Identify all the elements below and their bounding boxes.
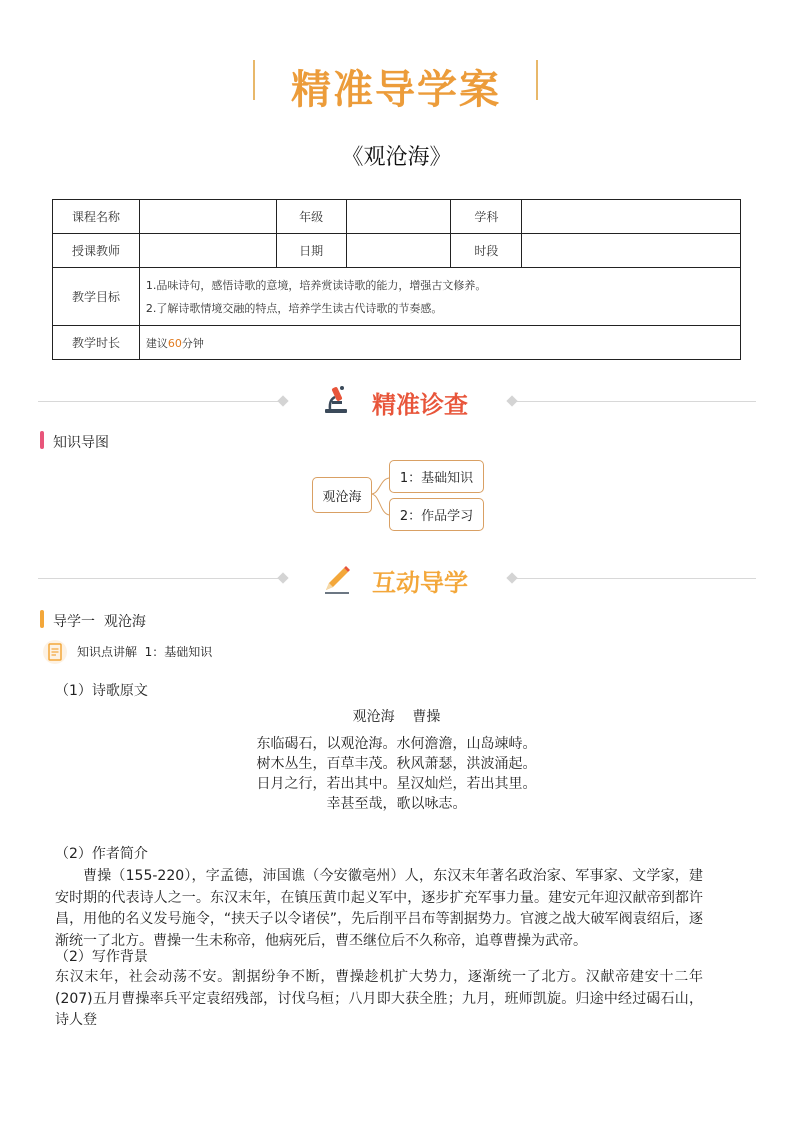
section1-left-diamond: [277, 395, 288, 406]
poem-title: 观沧海 曹操: [352, 709, 441, 725]
guide-heading: 导学一 观沧海: [53, 614, 146, 630]
author-intro-text: 曹操（155-220），字孟德，沛国谯（今安徽亳州）人，东汉末年著名政治家、军事家、文学家，建安时期的代表诗人之一。东汉末年，在镇压黄巾起义军中，逐步扩充军事力量。建安元年迎汉献帝到都许昌，用他的名义发号施令，“挟天子以令诸侯”，先后削平吕布等割据势力。官渡之战大破军阀袁绍后，逐渐统一了北方。曹操一生未称帝，他病死后，曹丕继位后不久称帝，追尊曹操为武帝。: [55, 868, 703, 949]
duration-label: 教学时长: [53, 326, 140, 360]
author-intro-label: （2）作者简介: [55, 846, 148, 862]
subject-label: 学科: [451, 200, 522, 234]
teacher-value: [139, 234, 276, 268]
microscope-icon: [322, 384, 350, 414]
background-label: （2）写作背景: [55, 949, 148, 965]
poem-line: 树木丛生，百草丰茂。秋风萧瑟，洪波涌起。: [256, 756, 537, 772]
grade-value: [346, 200, 451, 234]
poem-line: 日月之行，若出其中。星汉灿烂，若出其里。: [256, 776, 537, 792]
lesson-info-table: [52, 199, 741, 360]
duration-suffix: 分钟: [181, 336, 204, 350]
mindmap-branch-work: 2：作品学习: [389, 498, 484, 531]
period-value: [522, 234, 741, 268]
section1-right-rule: [516, 401, 756, 402]
poem-original-label: （1）诗歌原文: [55, 683, 148, 699]
lesson-notes-icon: [42, 639, 68, 665]
duration-cell: [139, 326, 740, 360]
duration-value: 60: [167, 336, 182, 350]
goal-item-1: 1.品味诗句，感悟诗歌的意境，培养赏读诗歌的能力，增强古文修养。: [145, 278, 487, 292]
section2-right-diamond: [506, 572, 517, 583]
date-label: 日期: [276, 234, 346, 268]
date-value: [346, 234, 451, 268]
poem-line: 幸甚至哉，歌以咏志。: [326, 796, 467, 812]
goal-cell: [139, 268, 740, 326]
header-right-rule: [536, 60, 538, 100]
section2-left-rule: [38, 578, 282, 579]
duration-prefix: 建议: [145, 336, 168, 350]
course-name-label: 课程名称: [53, 200, 140, 234]
course-name-value: [139, 200, 276, 234]
grade-label: 年级: [276, 200, 346, 234]
mindmap-center-node: 观沧海: [312, 477, 372, 513]
guide-heading-bar: [40, 610, 44, 628]
page-title: 精准导学案: [291, 67, 501, 113]
pencil-icon: [322, 564, 352, 594]
knowledge-point-heading: 知识点讲解 1：基础知识: [77, 645, 213, 659]
section-title-diagnosis: 精准诊查: [372, 391, 468, 419]
poem-line: 东临碣石，以观沧海。水何澹澹，山岛竦峙。: [256, 736, 537, 752]
goal-label: 教学目标: [53, 268, 140, 326]
knowledge-map-bar: [40, 431, 44, 449]
section2-left-diamond: [277, 572, 288, 583]
section1-right-diamond: [506, 395, 517, 406]
background-text: 东汉末年，社会动荡不安。割据纷争不断，曹操趁机扩大势力，逐渐统一了北方。汉献帝建安十二年(207)五月曹操率兵平定袁绍残部，讨伐乌桓；八月即大获全胜；九月，班师凯旋。归途中经过碣石山，诗人登: [55, 969, 703, 1028]
teacher-label: 授课教师: [53, 234, 140, 268]
period-label: 时段: [451, 234, 522, 268]
section1-left-rule: [38, 401, 282, 402]
section2-right-rule: [516, 578, 756, 579]
subject-value: [522, 200, 741, 234]
section-title-interactive: 互动导学: [372, 569, 468, 597]
knowledge-map-heading: 知识导图: [53, 435, 109, 451]
header-left-rule: [253, 60, 255, 100]
mindmap-branch-basic: 1：基础知识: [389, 460, 484, 493]
lesson-title: 《观沧海》: [341, 145, 452, 170]
goal-item-2: 2.了解诗歌情境交融的特点，培养学生读古代诗歌的节奏感。: [145, 301, 443, 315]
